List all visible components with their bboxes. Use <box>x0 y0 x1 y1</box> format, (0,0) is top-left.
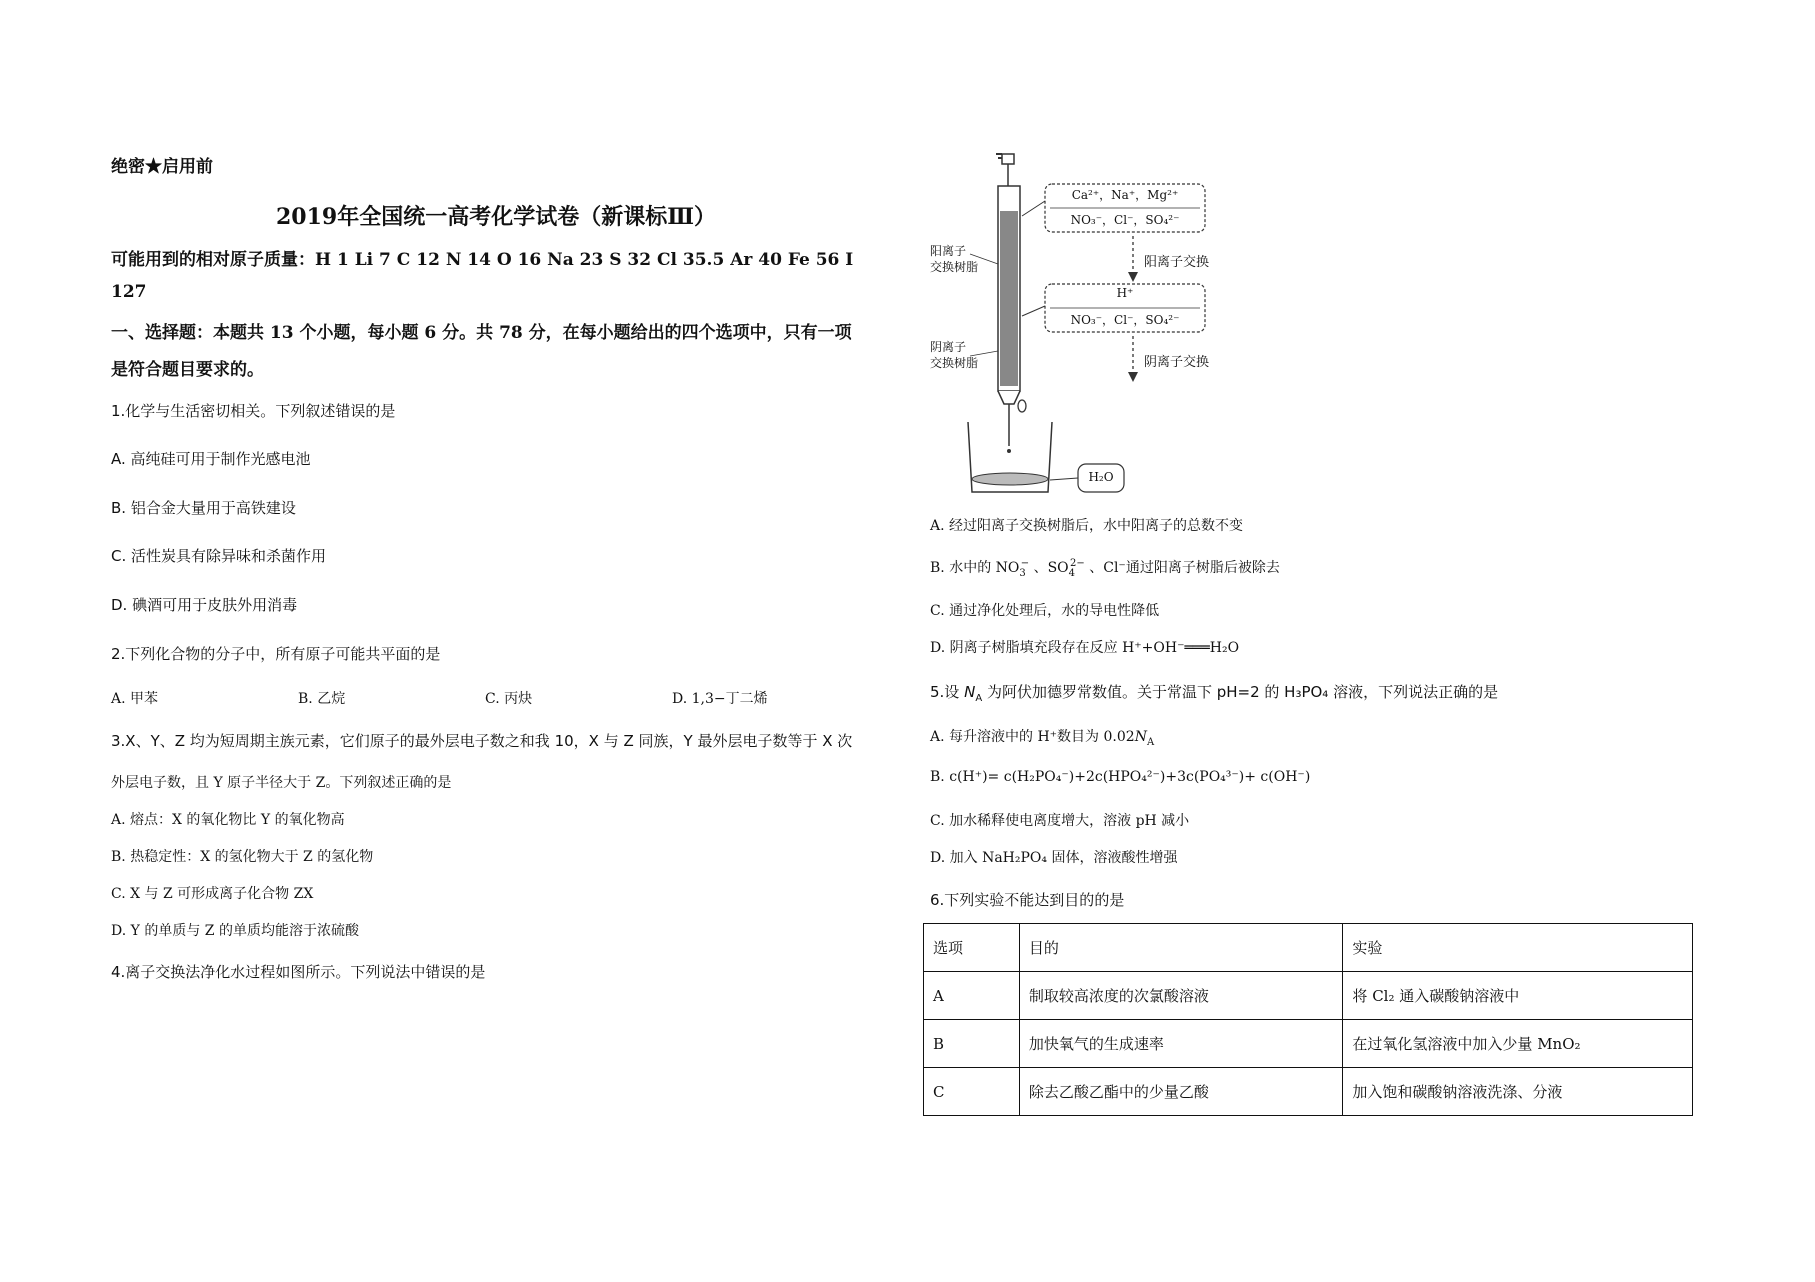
box2-cations: H⁺ <box>1116 286 1134 300</box>
table-cell: 在过氧化氢溶液中加入少量 MnO₂ <box>1343 1020 1693 1068</box>
table-cell: 制取较高浓度的次氯酸溶液 <box>1019 972 1343 1020</box>
ion-exchange-diagram <box>930 146 1230 505</box>
q1-option-c: C. 活性炭具有除异味和杀菌作用 <box>111 547 327 565</box>
q6-experiment-table <box>923 923 1693 1116</box>
q3-stem-line2: 外层电子数，且 Y 原子半径大于 Z。下列叙述正确的是 <box>111 775 452 791</box>
q5-stem: 5.设 $N_A$ 为阿伏加德罗常数值。关于常温下 pH=2 的 H₃PO₄ 溶液，下列说法正确的是 <box>930 683 1499 704</box>
box1-anions: NO₃⁻，Cl⁻，SO₄²⁻ <box>1070 213 1180 227</box>
q2-stem: 2.下列化合物的分子中，所有原子可能共平面的是 <box>111 645 441 663</box>
atomic-masses-line1: 可能用到的相对原子质量：H 1 Li 7 C 12 N 14 O 16 Na 23 S 32 Cl 35.5 Ar 40 Fe 56 I <box>111 250 854 270</box>
table-cell: C <box>924 1068 1020 1116</box>
q4-option-b: B. 水中的 $NO_3^-$ 、$SO_4^{2-}$ 、Cl⁻通过阳离子树脂后被除去 <box>930 558 1280 579</box>
q5-option-b: B. c(H⁺)= c(H₂PO₄⁻)+2c(HPO₄²⁻)+3c(PO₄³⁻)+ c(OH⁻) <box>930 769 1311 785</box>
table-header-cell: 目的 <box>1019 924 1343 972</box>
anion-resin-label-2: 交换树脂 <box>930 356 979 370</box>
q5-option-c: C. 加水稀释使电离度增大，溶液 pH 减小 <box>930 813 1190 829</box>
box1-cations: Ca²⁺，Na⁺，Mg²⁺ <box>1071 188 1179 202</box>
section-instructions-line1: 一、选择题：本题共 13 个小题，每小题 6 分。共 78 分，在每小题给出的四个选项中，只有一项 <box>111 323 852 343</box>
cation-exchange-arrow-label: 阳离子交换 <box>1144 255 1210 270</box>
exam-title: 2019年全国统一高考化学试卷（新课标Ⅲ） <box>276 204 717 230</box>
q4-option-a: A. 经过阳离子交换树脂后，水中阳离子的总数不变 <box>930 518 1244 534</box>
table-row <box>924 1068 1693 1116</box>
q6-stem: 6.下列实验不能达到目的的是 <box>930 891 1125 909</box>
table-row <box>924 972 1693 1020</box>
q1-stem: 1.化学与生活密切相关。下列叙述错误的是 <box>111 402 396 420</box>
q4-option-c: C. 通过净化处理后，水的导电性降低 <box>930 603 1160 619</box>
q2-option-d: D. 1,3−丁二烯 <box>672 691 768 707</box>
table-header-cell: 实验 <box>1343 924 1693 972</box>
q2-option-c: C. 丙炔 <box>485 691 533 707</box>
cation-resin-label-1: 阳离子 <box>930 244 967 258</box>
q4-stem: 4.离子交换法净化水过程如图所示。下列说法中错误的是 <box>111 963 486 981</box>
table-row <box>924 1020 1693 1068</box>
cation-resin-label-2: 交换树脂 <box>930 260 979 274</box>
q5-option-a: A. 每升溶液中的 H⁺数目为 $0.02N_A$ <box>930 729 1155 748</box>
table-cell: B <box>924 1020 1020 1068</box>
resin-fill <box>1000 211 1018 386</box>
q3-option-b: B. 热稳定性：X 的氢化物大于 Z 的氢化物 <box>111 849 374 865</box>
q5-option-d: D. 加入 NaH₂PO₄ 固体，溶液酸性增强 <box>930 850 1178 866</box>
q3-option-c: C. X 与 Z 可形成离子化合物 ZX <box>111 886 314 902</box>
q3-option-a: A. 熔点：X 的氧化物比 Y 的氧化物高 <box>111 812 345 828</box>
section-instructions-line2: 是符合题目要求的。 <box>111 360 264 380</box>
table-cell: 加入饱和碳酸钠溶液洗涤、分液 <box>1343 1068 1693 1116</box>
table-cell: A <box>924 972 1020 1020</box>
atomic-masses-line2: 127 <box>111 282 147 302</box>
anion-exchange-arrow-label: 阴离子交换 <box>1144 355 1210 370</box>
anion-resin-label-1: 阴离子 <box>930 340 967 354</box>
q1-option-b: B. 铝合金大量用于高铁建设 <box>111 499 296 517</box>
table-cell: 除去乙酸乙酯中的少量乙酸 <box>1019 1068 1343 1116</box>
q3-stem-line1: 3.X、Y、Z 均为短周期主族元素，它们原子的最外层电子数之和我 10，X 与 Z 同族，Y 最外层电子数等于 X 次 <box>111 732 853 750</box>
table-cell: 加快氧气的生成速率 <box>1019 1020 1343 1068</box>
q3-option-d: D. Y 的单质与 Z 的单质均能溶于浓硫酸 <box>111 923 359 939</box>
table-header-cell: 选项 <box>924 924 1020 972</box>
water-label: H₂O <box>1088 470 1114 484</box>
box2-anions: NO₃⁻，Cl⁻，SO₄²⁻ <box>1070 313 1180 327</box>
table-header-row <box>924 924 1693 972</box>
q2-option-a: A. 甲苯 <box>111 691 159 707</box>
q2-option-b: B. 乙烷 <box>298 691 346 707</box>
q1-option-d: D. 碘酒可用于皮肤外用消毒 <box>111 596 298 614</box>
table-cell: 将 Cl₂ 通入碳酸钠溶液中 <box>1343 972 1693 1020</box>
q4-option-d: D. 阴离子树脂填充段存在反应 H⁺+OH⁻═══H₂O <box>930 640 1240 656</box>
q1-option-a: A. 高纯硅可用于制作光感电池 <box>111 450 311 468</box>
confidential-label: 绝密★启用前 <box>111 157 213 177</box>
